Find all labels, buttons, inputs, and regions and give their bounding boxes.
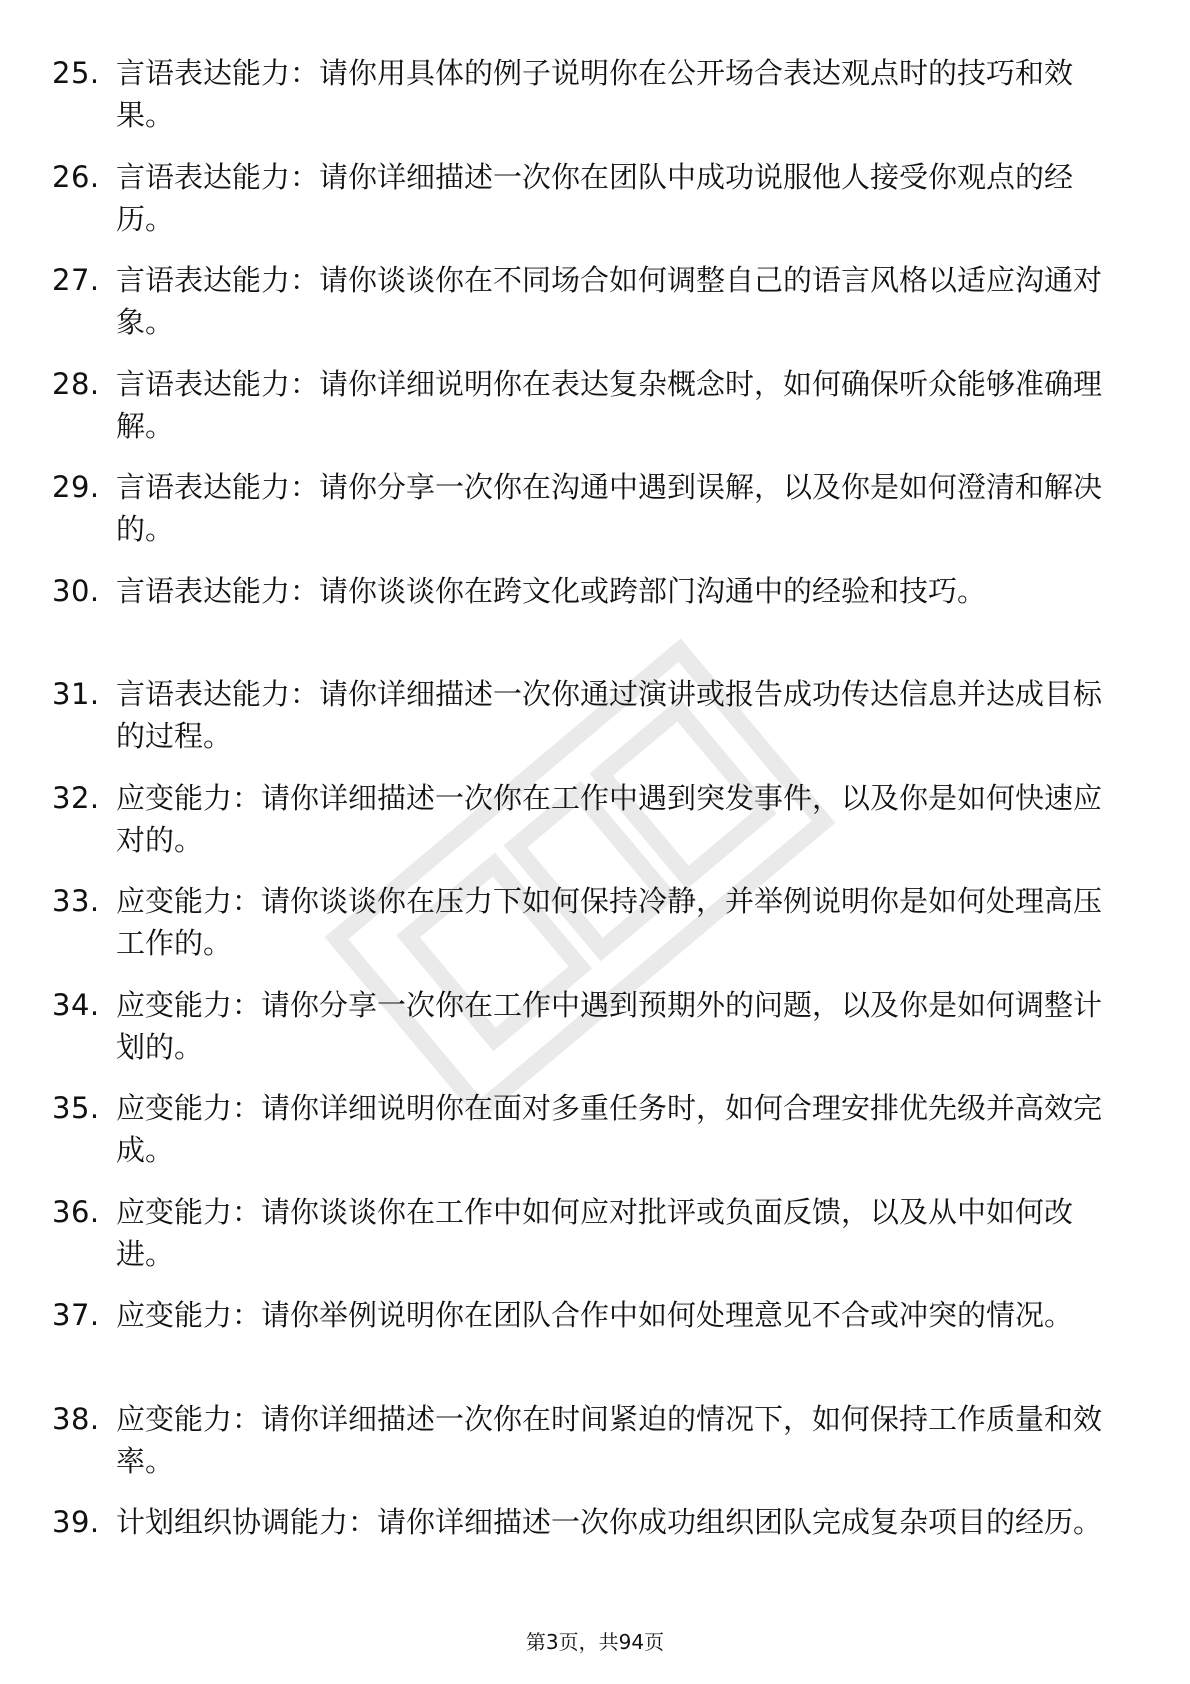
question-text: 计划组织协调能力：请你详细描述一次你成功组织团队完成复杂项目的经历。 — [116, 1505, 1103, 1539]
question-item — [52, 1087, 1132, 1191]
question-list — [52, 52, 1132, 1605]
question-text: 应变能力：请你详细描述一次你在时间紧迫的情况下，如何保持工作质量和效率。 — [116, 1401, 1103, 1478]
question-number: 32. — [52, 780, 100, 815]
question-item — [52, 984, 1132, 1088]
question-number: 36. — [52, 1194, 100, 1229]
question-item — [52, 52, 1132, 156]
question-text: 言语表达能力：请你详细说明你在表达复杂概念时，如何确保听众能够准确理解。 — [116, 366, 1103, 443]
question-text: 应变能力：请你详细说明你在面对多重任务时，如何合理安排优先级并高效完成。 — [116, 1091, 1103, 1167]
question-text: 言语表达能力：请你详细描述一次你通过演讲或报告成功传达信息并达成目标的过程。 — [116, 677, 1103, 753]
question-item — [52, 363, 1132, 467]
question-number: 39. — [52, 1505, 100, 1539]
question-item — [52, 1294, 1132, 1398]
question-item — [52, 1398, 1132, 1502]
question-text: 言语表达能力：请你分享一次你在沟通中遇到误解，以及你是如何澄清和解决的。 — [116, 470, 1103, 546]
question-item — [52, 1191, 1132, 1295]
question-item — [52, 777, 1132, 881]
question-text: 应变能力：请你详细描述一次你在工作中遇到突发事件，以及你是如何快速应对的。 — [116, 780, 1103, 857]
question-number: 26. — [52, 159, 100, 194]
question-item — [52, 156, 1132, 260]
question-number: 28. — [52, 366, 100, 401]
question-text: 应变能力：请你分享一次你在工作中遇到预期外的问题，以及你是如何调整计划的。 — [116, 987, 1103, 1064]
question-text: 言语表达能力：请你用具体的例子说明你在公开场合表达观点时的技巧和效果。 — [116, 56, 1074, 132]
question-text: 言语表达能力：请你谈谈你在不同场合如何调整自己的语言风格以适应沟通对象。 — [116, 263, 1103, 339]
question-text: 应变能力：请你谈谈你在工作中如何应对批评或负面反馈，以及从中如何改进。 — [116, 1194, 1074, 1271]
question-number: 25. — [52, 56, 100, 90]
question-text: 应变能力：请你谈谈你在压力下如何保持冷静，并举例说明你是如何处理高压工作的。 — [116, 884, 1103, 960]
question-item — [52, 1501, 1132, 1605]
question-number: 38. — [52, 1401, 100, 1436]
question-text: 言语表达能力：请你谈谈你在跨文化或跨部门沟通中的经验和技巧。 — [116, 573, 987, 608]
question-number: 30. — [52, 573, 100, 608]
question-item — [52, 673, 1132, 777]
question-number: 27. — [52, 263, 100, 297]
question-number: 29. — [52, 470, 100, 504]
question-number: 33. — [52, 884, 100, 918]
question-number: 31. — [52, 677, 100, 711]
page-footer: 第3页，共94页 — [525, 1630, 665, 1654]
question-number: 37. — [52, 1298, 100, 1332]
question-number: 34. — [52, 987, 100, 1022]
question-item — [52, 259, 1132, 363]
question-item — [52, 570, 1132, 674]
question-text: 言语表达能力：请你详细描述一次你在团队中成功说服他人接受你观点的经历。 — [116, 159, 1074, 236]
question-item — [52, 466, 1132, 570]
question-text: 应变能力：请你举例说明你在团队合作中如何处理意见不合或冲突的情况。 — [116, 1298, 1074, 1332]
question-item — [52, 880, 1132, 984]
question-number: 35. — [52, 1091, 100, 1125]
